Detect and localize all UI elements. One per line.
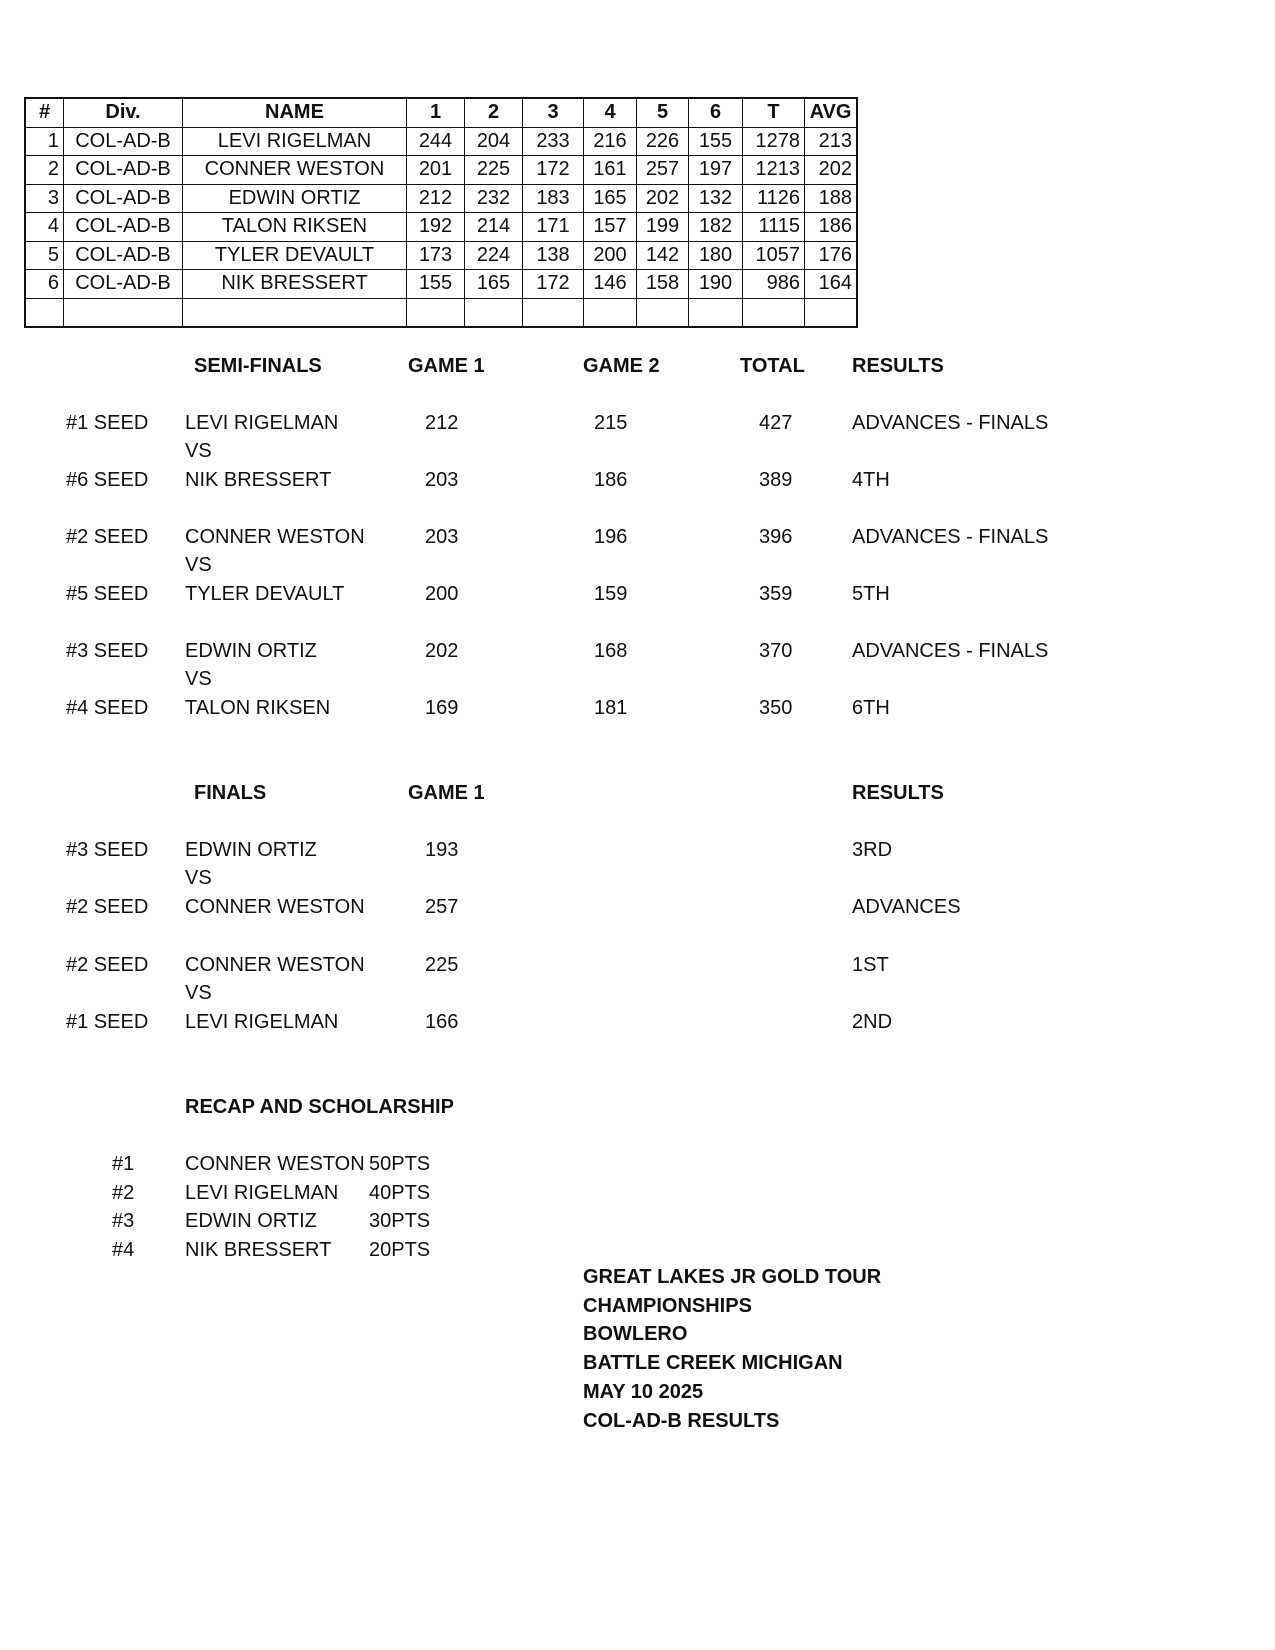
semis-game2-header: GAME 2 xyxy=(583,355,660,377)
cell-game-6 xyxy=(689,298,743,327)
cell-game-6: 197 xyxy=(689,156,743,185)
game2-score: 196 xyxy=(594,526,628,548)
col-header-game-2: 2 xyxy=(465,98,523,127)
qualifying-row xyxy=(25,270,857,299)
qualifying-row xyxy=(25,127,857,156)
game1-score: 203 xyxy=(425,526,459,548)
cell-game-3: 183 xyxy=(523,184,584,213)
cell-total: 986 xyxy=(743,270,805,299)
seed-label: #1 SEED xyxy=(66,1011,149,1033)
col-header-game-3: 3 xyxy=(523,98,584,127)
cell-total: 1057 xyxy=(743,241,805,270)
col-header-division: Div. xyxy=(64,98,183,127)
cell-total: 1278 xyxy=(743,127,805,156)
cell-rank: 6 xyxy=(25,270,64,299)
recap-points: 40PTS xyxy=(369,1181,431,1204)
cell-total: 1213 xyxy=(743,156,805,185)
bowler-name: CONNER WESTON xyxy=(185,954,365,976)
cell-game-1: 201 xyxy=(407,156,465,185)
total-score: 389 xyxy=(759,469,793,491)
cell-game-2: 214 xyxy=(465,213,523,242)
qualifying-row xyxy=(25,184,857,213)
cell-average: 188 xyxy=(805,184,858,213)
recap-name: EDWIN ORTIZ xyxy=(185,1210,317,1232)
game1-score: 202 xyxy=(425,640,459,662)
semis-game1-header: GAME 1 xyxy=(408,355,485,377)
col-header-game-6: 6 xyxy=(689,98,743,127)
cell-game-4: 161 xyxy=(584,156,637,185)
cell-game-6: 155 xyxy=(689,127,743,156)
recap-points: 30PTS xyxy=(369,1210,431,1232)
game1-score: 225 xyxy=(425,954,459,976)
event-line: COL-AD-B RESULTS xyxy=(583,1409,780,1432)
seed-label: #3 SEED xyxy=(66,640,149,662)
cell-total xyxy=(743,298,805,327)
cell-game-6: 180 xyxy=(689,241,743,270)
cell-average: 186 xyxy=(805,213,858,242)
cell-game-3: 172 xyxy=(523,156,584,185)
seed-label: #4 SEED xyxy=(66,697,149,719)
recap-points: 50PTS xyxy=(369,1153,431,1175)
cell-game-4: 146 xyxy=(584,270,637,299)
cell-game-6: 182 xyxy=(689,213,743,242)
recap-rank: #2 xyxy=(112,1181,135,1204)
game2-score: 159 xyxy=(594,583,628,605)
recap-rank: #3 xyxy=(112,1210,135,1232)
cell-name: EDWIN ORTIZ xyxy=(183,184,407,213)
qualifying-header-row xyxy=(25,98,857,127)
match-result: ADVANCES - FINALS xyxy=(852,526,1049,548)
cell-game-2: 165 xyxy=(465,270,523,299)
game1-score: 212 xyxy=(425,412,459,434)
cell-average: 213 xyxy=(805,127,858,156)
game1-score: 166 xyxy=(425,1011,459,1033)
total-score: 370 xyxy=(759,640,793,662)
cell-game-4: 200 xyxy=(584,241,637,270)
cell-average xyxy=(805,298,858,327)
cell-division: COL-AD-B xyxy=(64,270,183,299)
col-header-total: T xyxy=(743,98,805,127)
cell-rank xyxy=(25,298,64,327)
cell-game-4 xyxy=(584,298,637,327)
cell-average: 202 xyxy=(805,156,858,185)
cell-game-2 xyxy=(465,298,523,327)
recap-name: NIK BRESSERT xyxy=(185,1238,332,1261)
cell-game-4: 165 xyxy=(584,184,637,213)
total-score: 396 xyxy=(759,526,793,548)
bowler-name: TYLER DEVAULT xyxy=(185,583,345,605)
col-header-name: NAME xyxy=(183,98,407,127)
vs-label: VS xyxy=(185,982,212,1004)
cell-division: COL-AD-B xyxy=(64,156,183,185)
cell-division: COL-AD-B xyxy=(64,184,183,213)
match-result: 1ST xyxy=(852,954,889,976)
recap-rank: #4 xyxy=(112,1238,135,1261)
qualifying-row xyxy=(25,156,857,185)
cell-name: TYLER DEVAULT xyxy=(183,241,407,270)
event-line: CHAMPIONSHIPS xyxy=(583,1294,752,1317)
seed-label: #2 SEED xyxy=(66,896,149,918)
cell-game-5: 257 xyxy=(637,156,689,185)
cell-game-2: 204 xyxy=(465,127,523,156)
cell-name: NIK BRESSERT xyxy=(183,270,407,299)
bowler-name: EDWIN ORTIZ xyxy=(185,839,317,861)
cell-rank: 4 xyxy=(25,213,64,242)
bowler-name: LEVI RIGELMAN xyxy=(185,412,339,434)
event-line: GREAT LAKES JR GOLD TOUR xyxy=(583,1266,882,1288)
cell-division: COL-AD-B xyxy=(64,241,183,270)
cell-game-3: 171 xyxy=(523,213,584,242)
cell-game-2: 225 xyxy=(465,156,523,185)
event-line: MAY 10 2025 xyxy=(583,1380,704,1403)
cell-average: 164 xyxy=(805,270,858,299)
cell-division: COL-AD-B xyxy=(64,213,183,242)
col-header-game-1: 1 xyxy=(407,98,465,127)
total-score: 350 xyxy=(759,697,793,719)
cell-game-6: 132 xyxy=(689,184,743,213)
col-header-game-5: 5 xyxy=(637,98,689,127)
vs-label: VS xyxy=(185,440,212,462)
game2-score: 215 xyxy=(594,412,628,434)
cell-game-4: 157 xyxy=(584,213,637,242)
recap-name: CONNER WESTON xyxy=(185,1153,365,1175)
cell-name xyxy=(183,298,407,327)
event-line: BATTLE CREEK MICHIGAN xyxy=(583,1352,843,1375)
cell-game-5: 158 xyxy=(637,270,689,299)
qualifying-row xyxy=(25,213,857,242)
cell-game-5: 199 xyxy=(637,213,689,242)
cell-game-5: 226 xyxy=(637,127,689,156)
cell-game-1: 212 xyxy=(407,184,465,213)
match-result: ADVANCES xyxy=(852,896,961,918)
cell-game-3 xyxy=(523,298,584,327)
game1-score: 193 xyxy=(425,839,459,861)
cell-rank: 5 xyxy=(25,241,64,270)
total-score: 359 xyxy=(759,583,793,605)
finals-title: FINALS xyxy=(194,782,267,804)
semis-title: SEMI-FINALS xyxy=(194,355,322,377)
vs-label: VS xyxy=(185,554,212,576)
seed-label: #1 SEED xyxy=(66,412,149,434)
col-header-rank: # xyxy=(25,98,64,127)
cell-game-1: 244 xyxy=(407,127,465,156)
cell-game-6: 190 xyxy=(689,270,743,299)
match-result: ADVANCES - FINALS xyxy=(852,412,1049,434)
cell-game-3: 172 xyxy=(523,270,584,299)
game1-score: 203 xyxy=(425,469,459,491)
cell-game-2: 232 xyxy=(465,184,523,213)
recap-rank: #1 xyxy=(112,1153,135,1175)
cell-game-2: 224 xyxy=(465,241,523,270)
qualifying-row xyxy=(25,241,857,270)
cell-game-1: 155 xyxy=(407,270,465,299)
match-result: 3RD xyxy=(852,839,893,861)
total-score: 427 xyxy=(759,412,793,434)
cell-game-1: 192 xyxy=(407,213,465,242)
cell-name: CONNER WESTON xyxy=(183,156,407,185)
recap-points: 20PTS xyxy=(369,1238,431,1261)
cell-total: 1126 xyxy=(743,184,805,213)
cell-rank: 1 xyxy=(25,127,64,156)
recap-title: RECAP AND SCHOLARSHIP xyxy=(185,1096,454,1118)
bowler-name: EDWIN ORTIZ xyxy=(185,640,317,662)
event-line: BOWLERO xyxy=(583,1323,688,1346)
vs-label: VS xyxy=(185,867,212,889)
seed-label: #5 SEED xyxy=(66,583,149,605)
qualifying-row xyxy=(25,298,857,327)
cell-rank: 3 xyxy=(25,184,64,213)
cell-game-4: 216 xyxy=(584,127,637,156)
match-result: 2ND xyxy=(852,1011,893,1033)
seed-label: #2 SEED xyxy=(66,526,149,548)
cell-division: COL-AD-B xyxy=(64,127,183,156)
cell-game-1: 173 xyxy=(407,241,465,270)
cell-name: TALON RIKSEN xyxy=(183,213,407,242)
finals-game1-header: GAME 1 xyxy=(408,782,485,804)
game2-score: 186 xyxy=(594,469,628,491)
seed-label: #2 SEED xyxy=(66,954,149,976)
match-result: 4TH xyxy=(852,469,890,491)
game2-score: 168 xyxy=(594,640,628,662)
cell-average: 176 xyxy=(805,241,858,270)
match-result: ADVANCES - FINALS xyxy=(852,640,1049,662)
seed-label: #3 SEED xyxy=(66,839,149,861)
game1-score: 200 xyxy=(425,583,459,605)
col-header-average: AVG xyxy=(805,98,858,127)
cell-name: LEVI RIGELMAN xyxy=(183,127,407,156)
cell-game-3: 233 xyxy=(523,127,584,156)
cell-game-5 xyxy=(637,298,689,327)
semis-results-header: RESULTS xyxy=(852,355,944,377)
semis-total-header: TOTAL xyxy=(740,355,805,377)
game1-score: 169 xyxy=(425,697,459,719)
cell-total: 1115 xyxy=(743,213,805,242)
match-result: 6TH xyxy=(852,697,890,719)
qualifying-table xyxy=(24,97,858,328)
bowler-name: LEVI RIGELMAN xyxy=(185,1011,339,1033)
cell-division xyxy=(64,298,183,327)
game2-score: 181 xyxy=(594,697,628,719)
game1-score: 257 xyxy=(425,896,459,918)
bowler-name: TALON RIKSEN xyxy=(185,697,331,719)
seed-label: #6 SEED xyxy=(66,469,149,491)
vs-label: VS xyxy=(185,668,212,690)
match-result: 5TH xyxy=(852,583,890,605)
finals-results-header: RESULTS xyxy=(852,782,944,804)
cell-game-3: 138 xyxy=(523,241,584,270)
cell-rank: 2 xyxy=(25,156,64,185)
recap-name: LEVI RIGELMAN xyxy=(185,1181,339,1204)
cell-game-5: 202 xyxy=(637,184,689,213)
bowler-name: NIK BRESSERT xyxy=(185,469,332,491)
cell-game-1 xyxy=(407,298,465,327)
bowler-name: CONNER WESTON xyxy=(185,896,365,918)
col-header-game-4: 4 xyxy=(584,98,637,127)
cell-game-5: 142 xyxy=(637,241,689,270)
bowler-name: CONNER WESTON xyxy=(185,526,365,548)
